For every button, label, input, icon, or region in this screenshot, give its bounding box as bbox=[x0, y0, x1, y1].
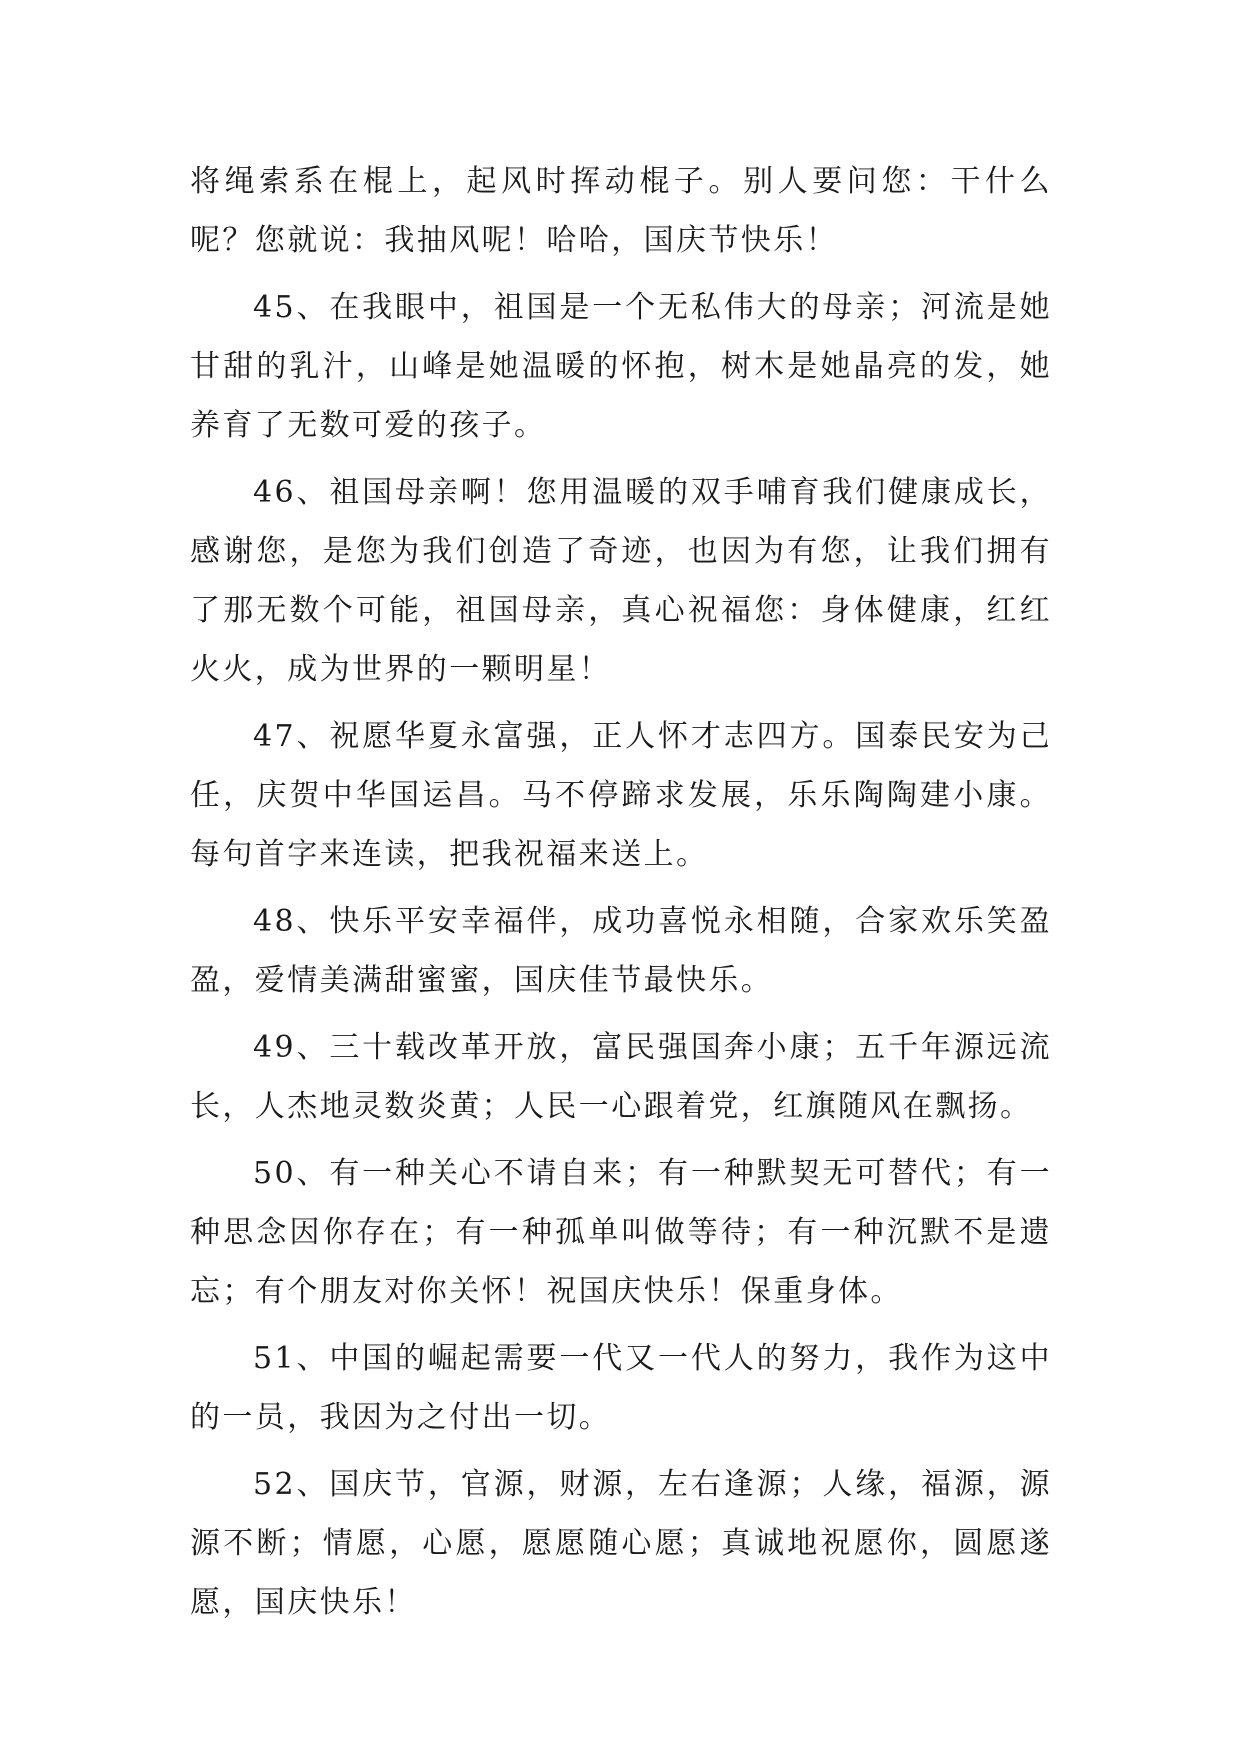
paragraph-52: 52、国庆节，官源，财源，左右逢源；人缘，福源，源源不断；情愿，心愿，愿愿随心愿；真诚地祝愿你，圆愿遂愿，国庆快乐！ bbox=[190, 1467, 1052, 1620]
document-page bbox=[190, 152, 1052, 1640]
paragraph-continuation: 将绳索系在棍上，起风时挥动棍子。别人要问您：干什么呢？您就说：我抽风呢！哈哈，国庆节快乐！ bbox=[190, 164, 1052, 258]
paragraph-48: 48、快乐平安幸福伴，成功喜悦永相随，合家欢乐笑盈盈，爱情美满甜蜜蜜，国庆佳节最快乐。 bbox=[190, 904, 1052, 998]
paragraph-51: 51、中国的崛起需要一代又一代人的努力，我作为这中的一员，我因为之付出一切。 bbox=[190, 1341, 1052, 1435]
paragraph-50: 50、有一种关心不请自来；有一种默契无可替代；有一种思念因你存在；有一种孤单叫做等待；有一种沉默不是遗忘；有个朋友对你关怀！祝国庆快乐！保重身体。 bbox=[190, 1156, 1052, 1309]
paragraph-45: 45、在我眼中，祖国是一个无私伟大的母亲；河流是她甘甜的乳汁，山峰是她温暖的怀抱，树木是她晶亮的发，她养育了无数可爱的孩子。 bbox=[190, 290, 1052, 443]
paragraph-46: 46、祖国母亲啊！您用温暖的双手哺育我们健康成长，感谢您，是您为我们创造了奇迹，也因为有您，让我们拥有了那无数个可能，祖国母亲，真心祝福您：身体健康，红红火火，成为世界的一颗明星！ bbox=[190, 475, 1052, 687]
paragraph-47: 47、祝愿华夏永富强，正人怀才志四方。国泰民安为己任，庆贺中华国运昌。马不停蹄求发展，乐乐陶陶建小康。每句首字来连读，把我祝福来送上。 bbox=[190, 719, 1052, 872]
paragraph-49: 49、三十载改革开放，富民强国奔小康；五千年源远流长，人杰地灵数炎黄；人民一心跟着党，红旗随风在飘扬。 bbox=[190, 1030, 1052, 1124]
